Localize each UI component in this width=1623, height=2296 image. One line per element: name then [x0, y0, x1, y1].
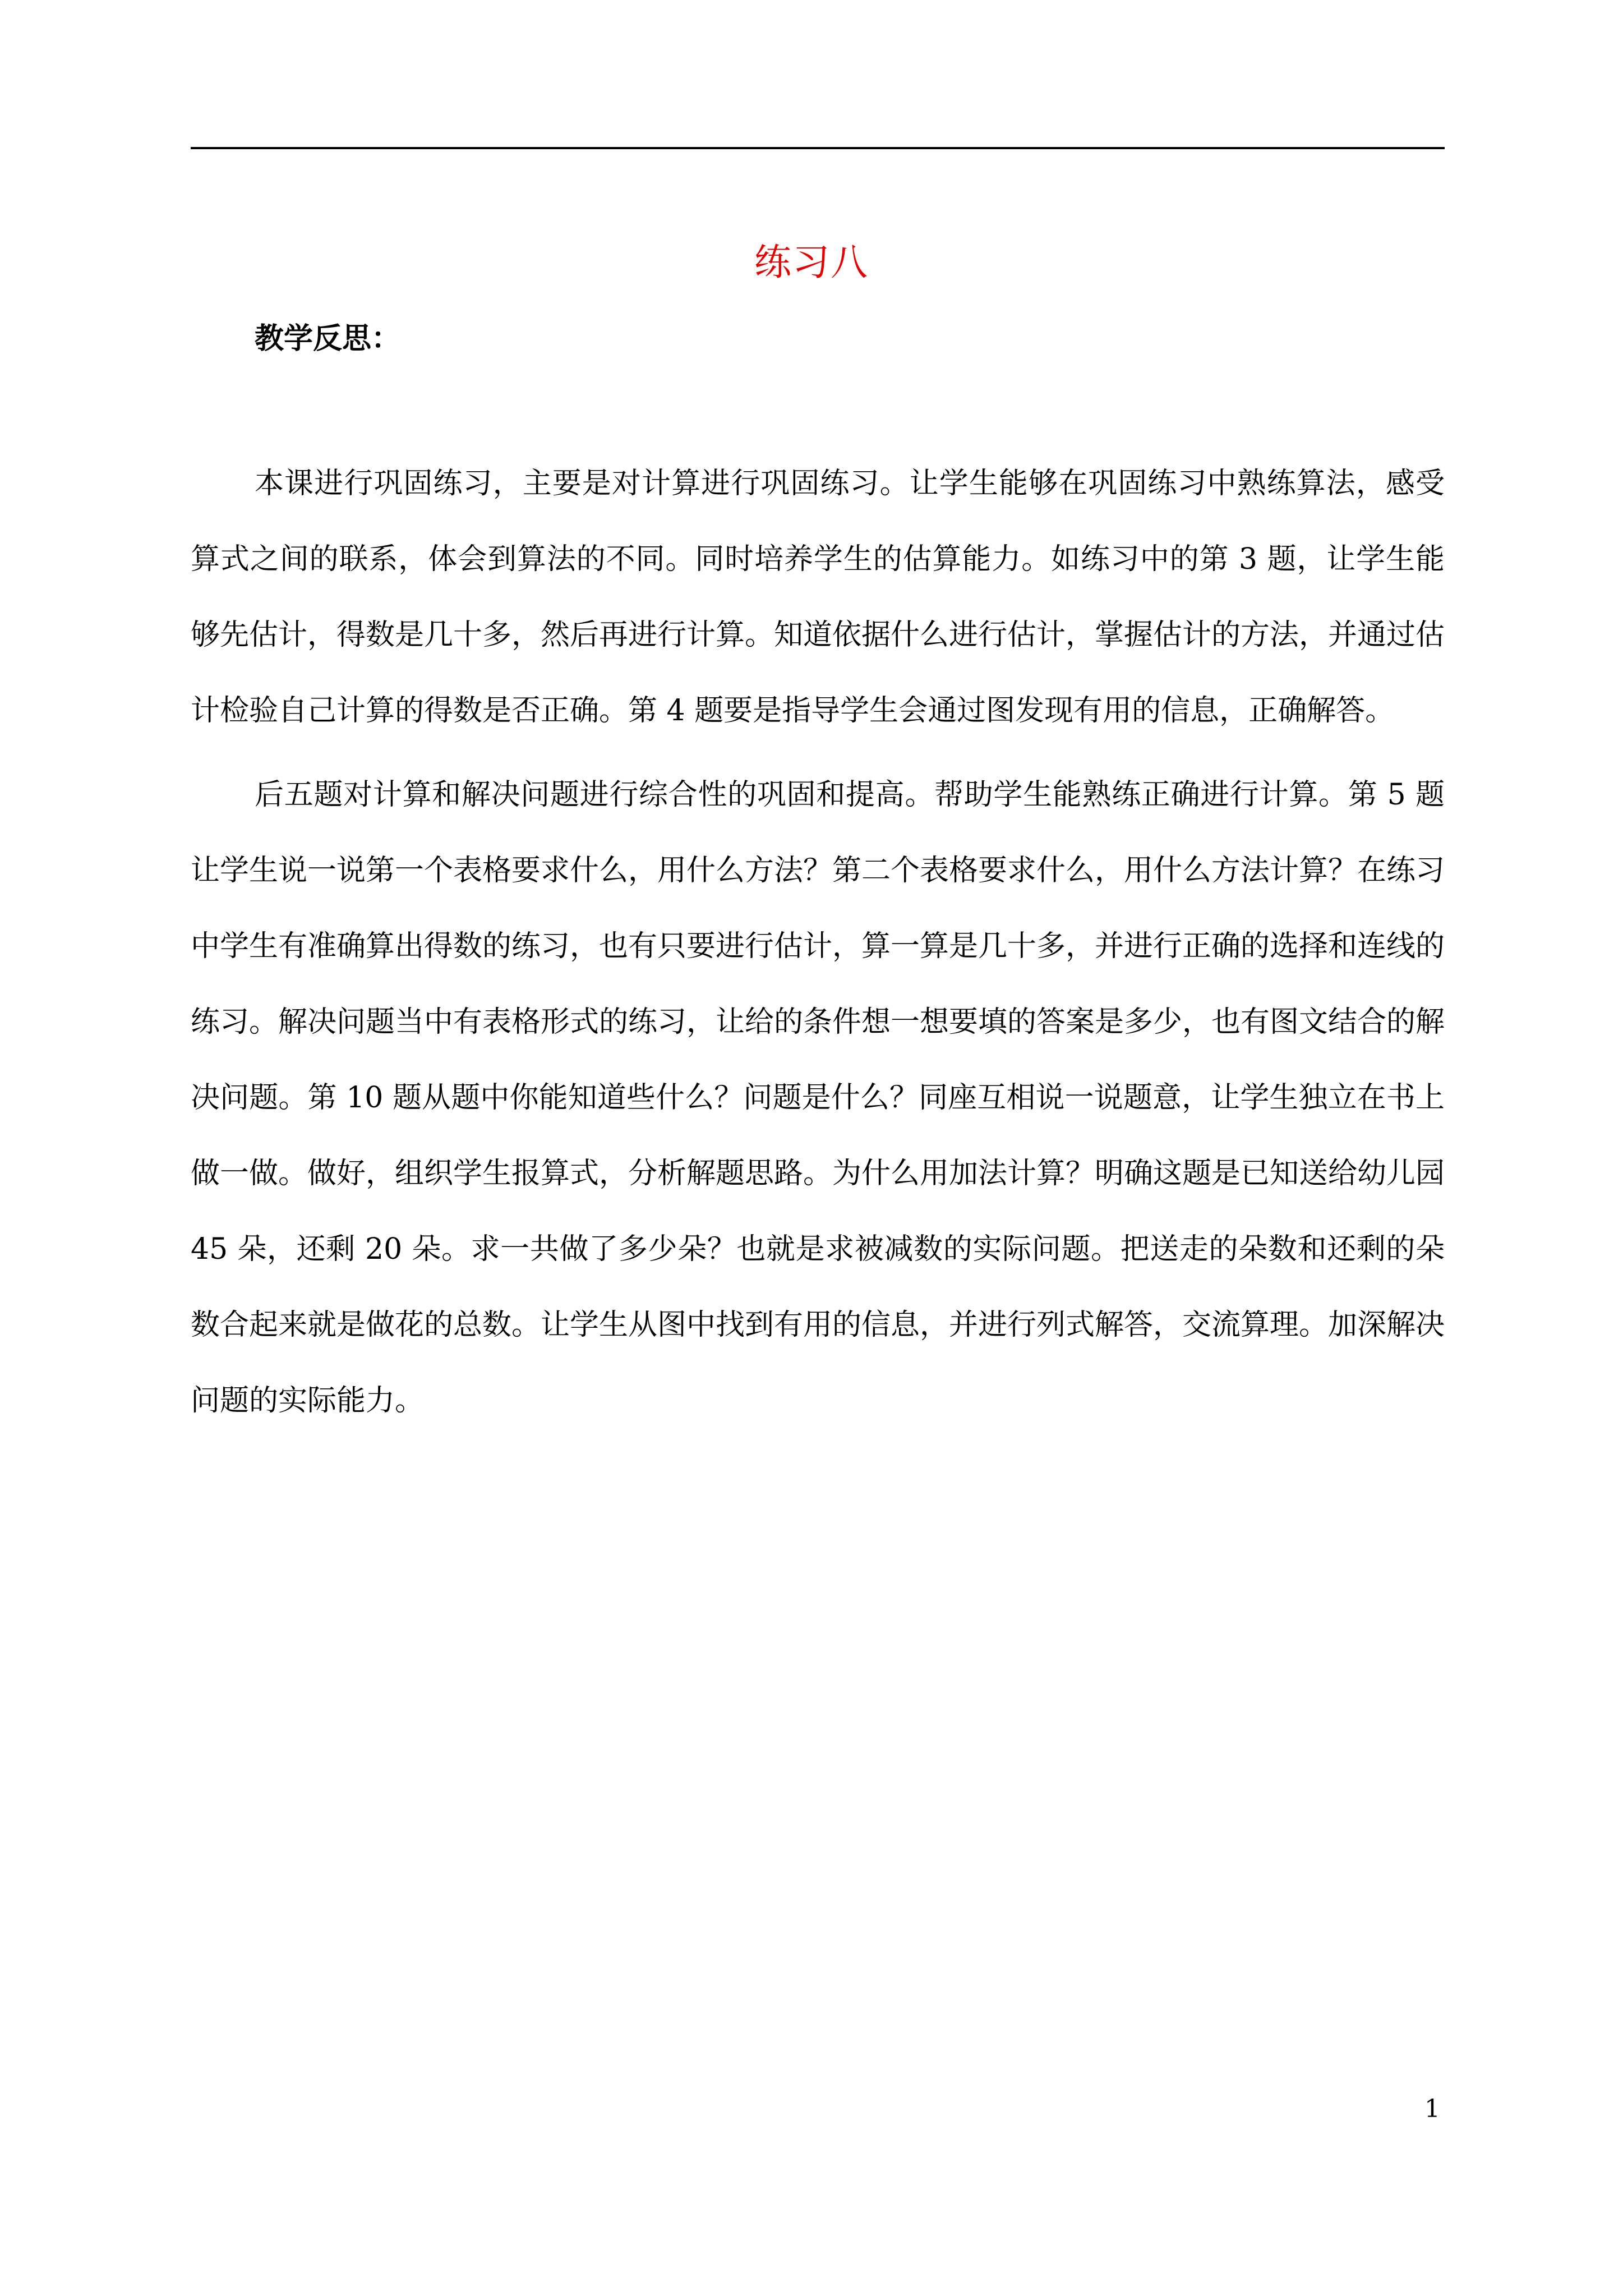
page-number: 1 — [1424, 2095, 1440, 2123]
document-title: 练习八 — [754, 241, 869, 284]
body-paragraph-2: 后五题对计算和解决问题进行综合性的巩固和提高。帮助学生能熟练正确进行计算。第 5 题让学生说一说第一个表格要求什么，用什么方法？第二个表格要求什么，用什么方法计算？在练习中学生有准确算出得数的练习，也有只要进行估计，算一算是几十多，并进行正确的选择和连线的练习。解决问题当中有表格形式的练习，让给的条件想一想要填的答案是多少，也有图文结合的解决问题。第 10 题从题中你能知道些什么？问题是什么？同座互相说一说题意，让学生独立在书上做一做。做好，组织学生报算式，分析解题思路。为什么用加法计算？明确这题是已知送给幼儿园 45 朵，还剩 20 朵。求一共做了多少朵？也就是求被减数的实际问题。把送走的朵数和还剩的朵数合起来就是做花的总数。让学生从图中找到有用的信息，并进行列式解答，交流算理。加深解决问题的实际能力。 — [191, 778, 1445, 1418]
section-heading: 教学反思： — [255, 321, 401, 356]
body-paragraph-1: 本课进行巩固练习，主要是对计算进行巩固练习。让学生能够在巩固练习中熟练算法，感受算式之间的联系，体会到算法的不同。同时培养学生的估算能力。如练习中的第 3 题，让学生能够先估计，得数是几十多，然后再进行计算。知道依据什么进行估计，掌握估计的方法，并通过估计检验自己计算的得数是否正确。第 4 题要是指导学生会通过图发现有用的信息，正确解答。 — [191, 467, 1445, 728]
header-rule — [191, 147, 1445, 149]
